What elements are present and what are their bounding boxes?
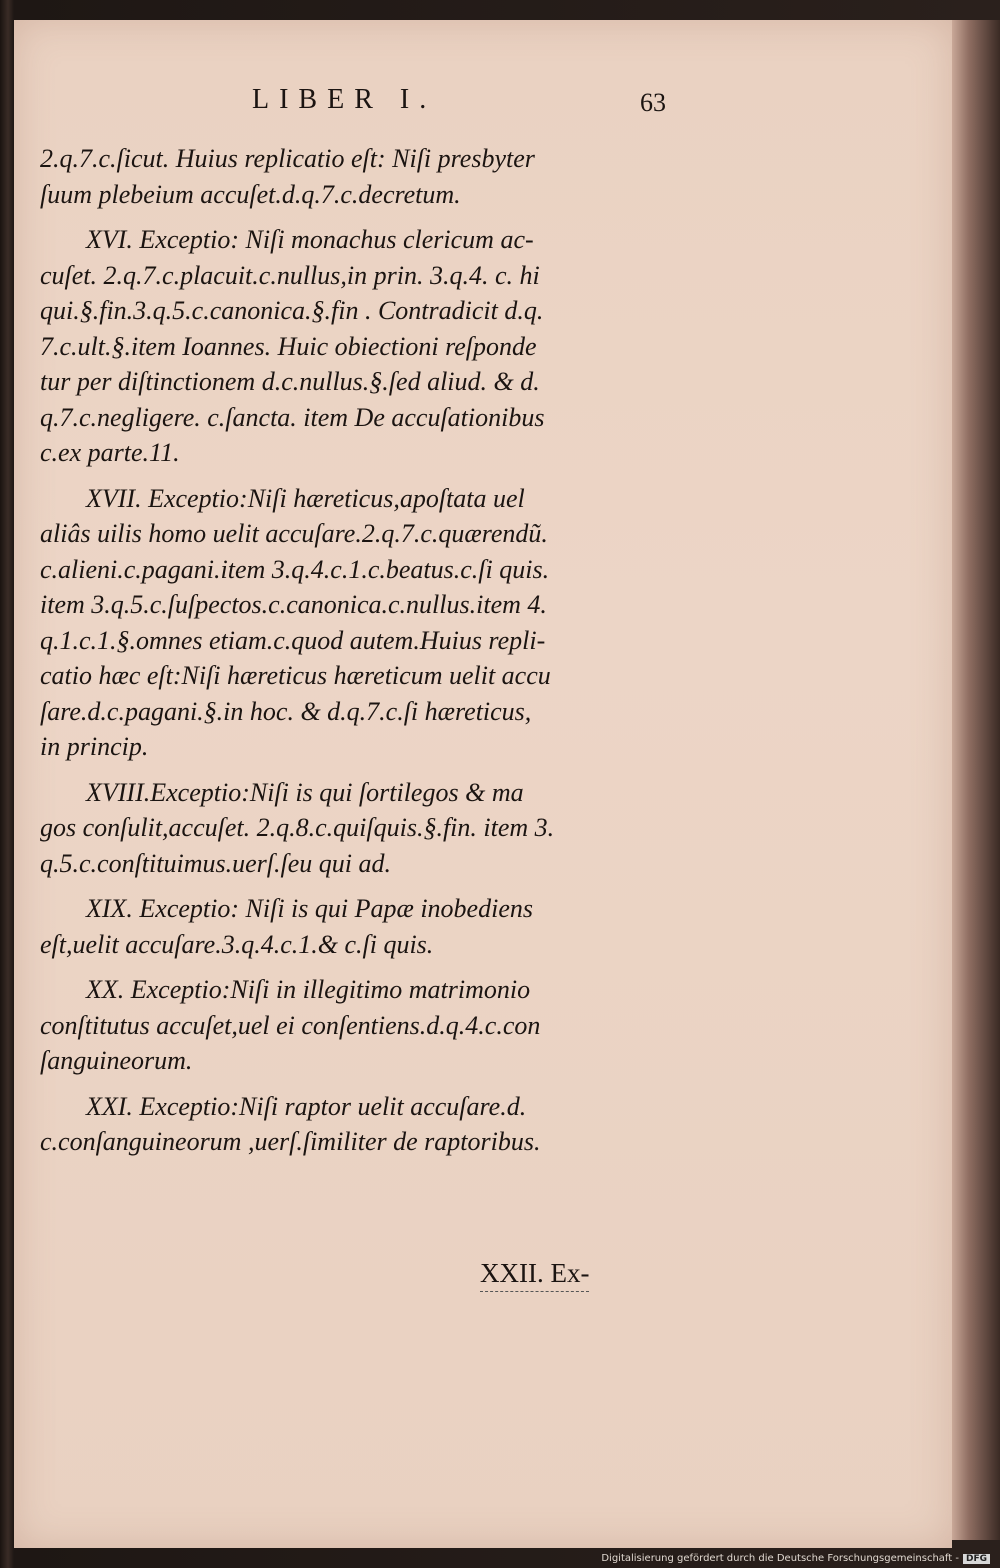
text-line: catio hæc eſt:Niſi hæreticus hæreticum uelit accu <box>40 661 551 690</box>
text-line: tur per diſtinctionem d.c.nullus.§.ſed aliud. & d. <box>40 367 540 396</box>
text-line: q.1.c.1.§.omnes etiam.c.quod autem.Huius repli- <box>40 625 546 655</box>
text-line: c.alieni.c.pagani.item 3.q.4.c.1.c.beatus.c.ſi quis. <box>40 554 550 584</box>
text-line: 2.q.7.c.ſicut. Huius replicatio eſt: Niſi presbyter <box>40 144 535 173</box>
paragraph <box>40 975 680 1082</box>
text-line: c.conſanguineorum ,uerſ.ſimiliter de raptoribus. <box>40 1127 541 1156</box>
text-line: eſt,uelit accuſare.3.q.4.c.1.& c.ſi quis. <box>40 929 434 959</box>
text-line: ſanguineorum. <box>40 1046 193 1075</box>
paragraph <box>40 225 680 474</box>
text-line: gos conſulit,accuſet. 2.q.8.c.quiſquis.§.fin. item 3. <box>40 813 555 842</box>
paragraph <box>40 894 680 965</box>
text-line: XVII. Exceptio:Niſi hæreticus,apoſtata uel <box>86 483 525 513</box>
running-head <box>40 84 680 124</box>
footer-text: Digitalisierung gefördert durch die Deutsche Forschungsgemeinschaft - <box>601 1553 959 1564</box>
paragraph <box>40 778 680 885</box>
text-line: XIX. Exceptio: Niſi is qui Papæ inobediens <box>86 894 533 923</box>
text-line: XVI. Exceptio: Niſi monachus clericum ac- <box>86 225 534 254</box>
page-edge <box>952 20 1000 1540</box>
text-line: XVIII.Exceptio:Niſi is qui ſortilegos & ma <box>86 777 524 807</box>
text-line: XX. Exceptio:Niſi in illegitimo matrimonio <box>86 975 531 1004</box>
text-line: cuſet. 2.q.7.c.placuit.c.nullus,in prin. 3.q.4. c. hi <box>40 260 540 290</box>
text-line: 7.c.ult.§.item Ioannes. Huic obiectioni reſponde <box>40 331 537 361</box>
dfg-logo: DFG <box>963 1554 990 1564</box>
page-number: 63 <box>640 88 666 117</box>
paragraph <box>40 484 680 768</box>
text-line: qui.§.fin.3.q.5.c.canonica.§.fin . Contradicit d.q. <box>40 296 544 325</box>
paragraph <box>40 144 680 215</box>
text-line: XXI. Exceptio:Niſi raptor uelit accuſare.d. <box>86 1091 527 1121</box>
text-line: ſuum plebeium accuſet.d.q.7.c.decretum. <box>40 179 461 209</box>
page-body <box>40 134 680 1163</box>
text-line: in princip. <box>40 732 149 761</box>
running-head-title: LIBER I. <box>252 84 437 115</box>
paragraph <box>40 1092 680 1163</box>
catchword: XXII. Ex- <box>480 1258 589 1292</box>
text-line: q.7.c.negligere. c.ſancta. item De accuſationibus <box>40 402 545 432</box>
text-line: c.ex parte.11. <box>40 438 180 467</box>
text-line: q.5.c.conſtituimus.uerſ.ſeu qui ad. <box>40 848 391 878</box>
text-line: ſare.d.c.pagani.§.in hoc. & d.q.7.c.ſi hæreticus, <box>40 696 532 726</box>
text-line: conſtitutus accuſet,uel ei conſentiens.d.q.4.c.con <box>40 1010 541 1040</box>
text-line: aliâs uilis homo uelit accuſare.2.q.7.c.quærendũ. <box>40 519 548 548</box>
text-line: item 3.q.5.c.ſuſpectos.c.canonica.c.nullus.item 4. <box>40 590 547 619</box>
digitization-footer <box>601 1553 990 1564</box>
